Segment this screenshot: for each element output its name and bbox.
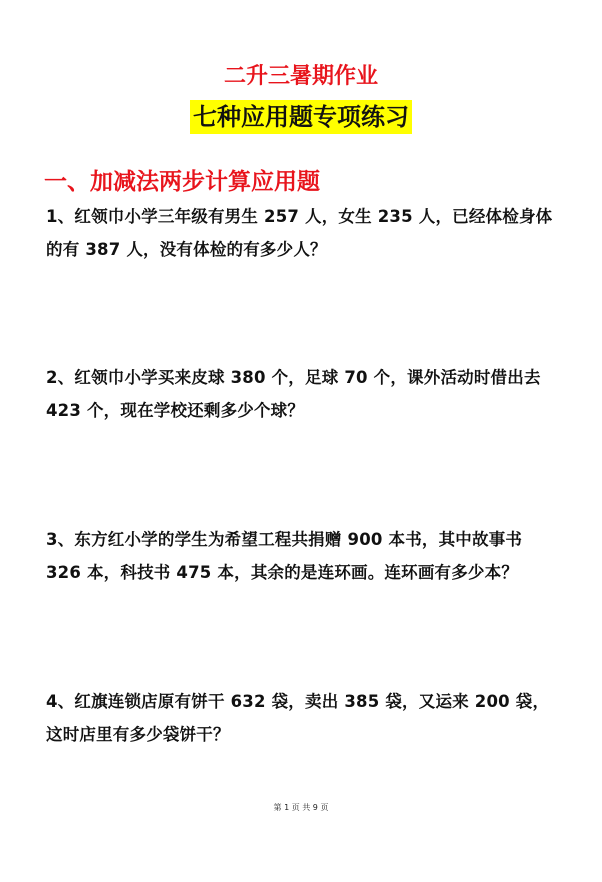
question-2: 2、红领巾小学买来皮球 380 个，足球 70 个，课外活动时借出去 423 个，现在学校还剩多少个球？ (46, 368, 541, 420)
page-title: 二升三暑期作业 (223, 64, 378, 89)
question-1: 1、红领巾小学三年级有男生 257 人，女生 235 人，已经体检身体的有 387 人，没有体检的有多少人？ (46, 207, 553, 259)
page-subtitle: 七种应用题专项练习 (190, 100, 412, 134)
question-4: 4、红旗连锁店原有饼干 632 袋，卖出 385 袋，又运来 200 袋，这时店里有多少袋饼干？ (46, 692, 550, 744)
subtitle-container (0, 100, 602, 134)
page-footer: 第 1 页 共 9 页 (273, 803, 329, 812)
section-heading: 一、加减法两步计算应用题 (44, 169, 320, 195)
question-3: 3、东方红小学的学生为希望工程共捐赠 900 本书，其中故事书 326 本，科技书 475 本，其余的是连环画。连环画有多少本？ (46, 530, 523, 582)
